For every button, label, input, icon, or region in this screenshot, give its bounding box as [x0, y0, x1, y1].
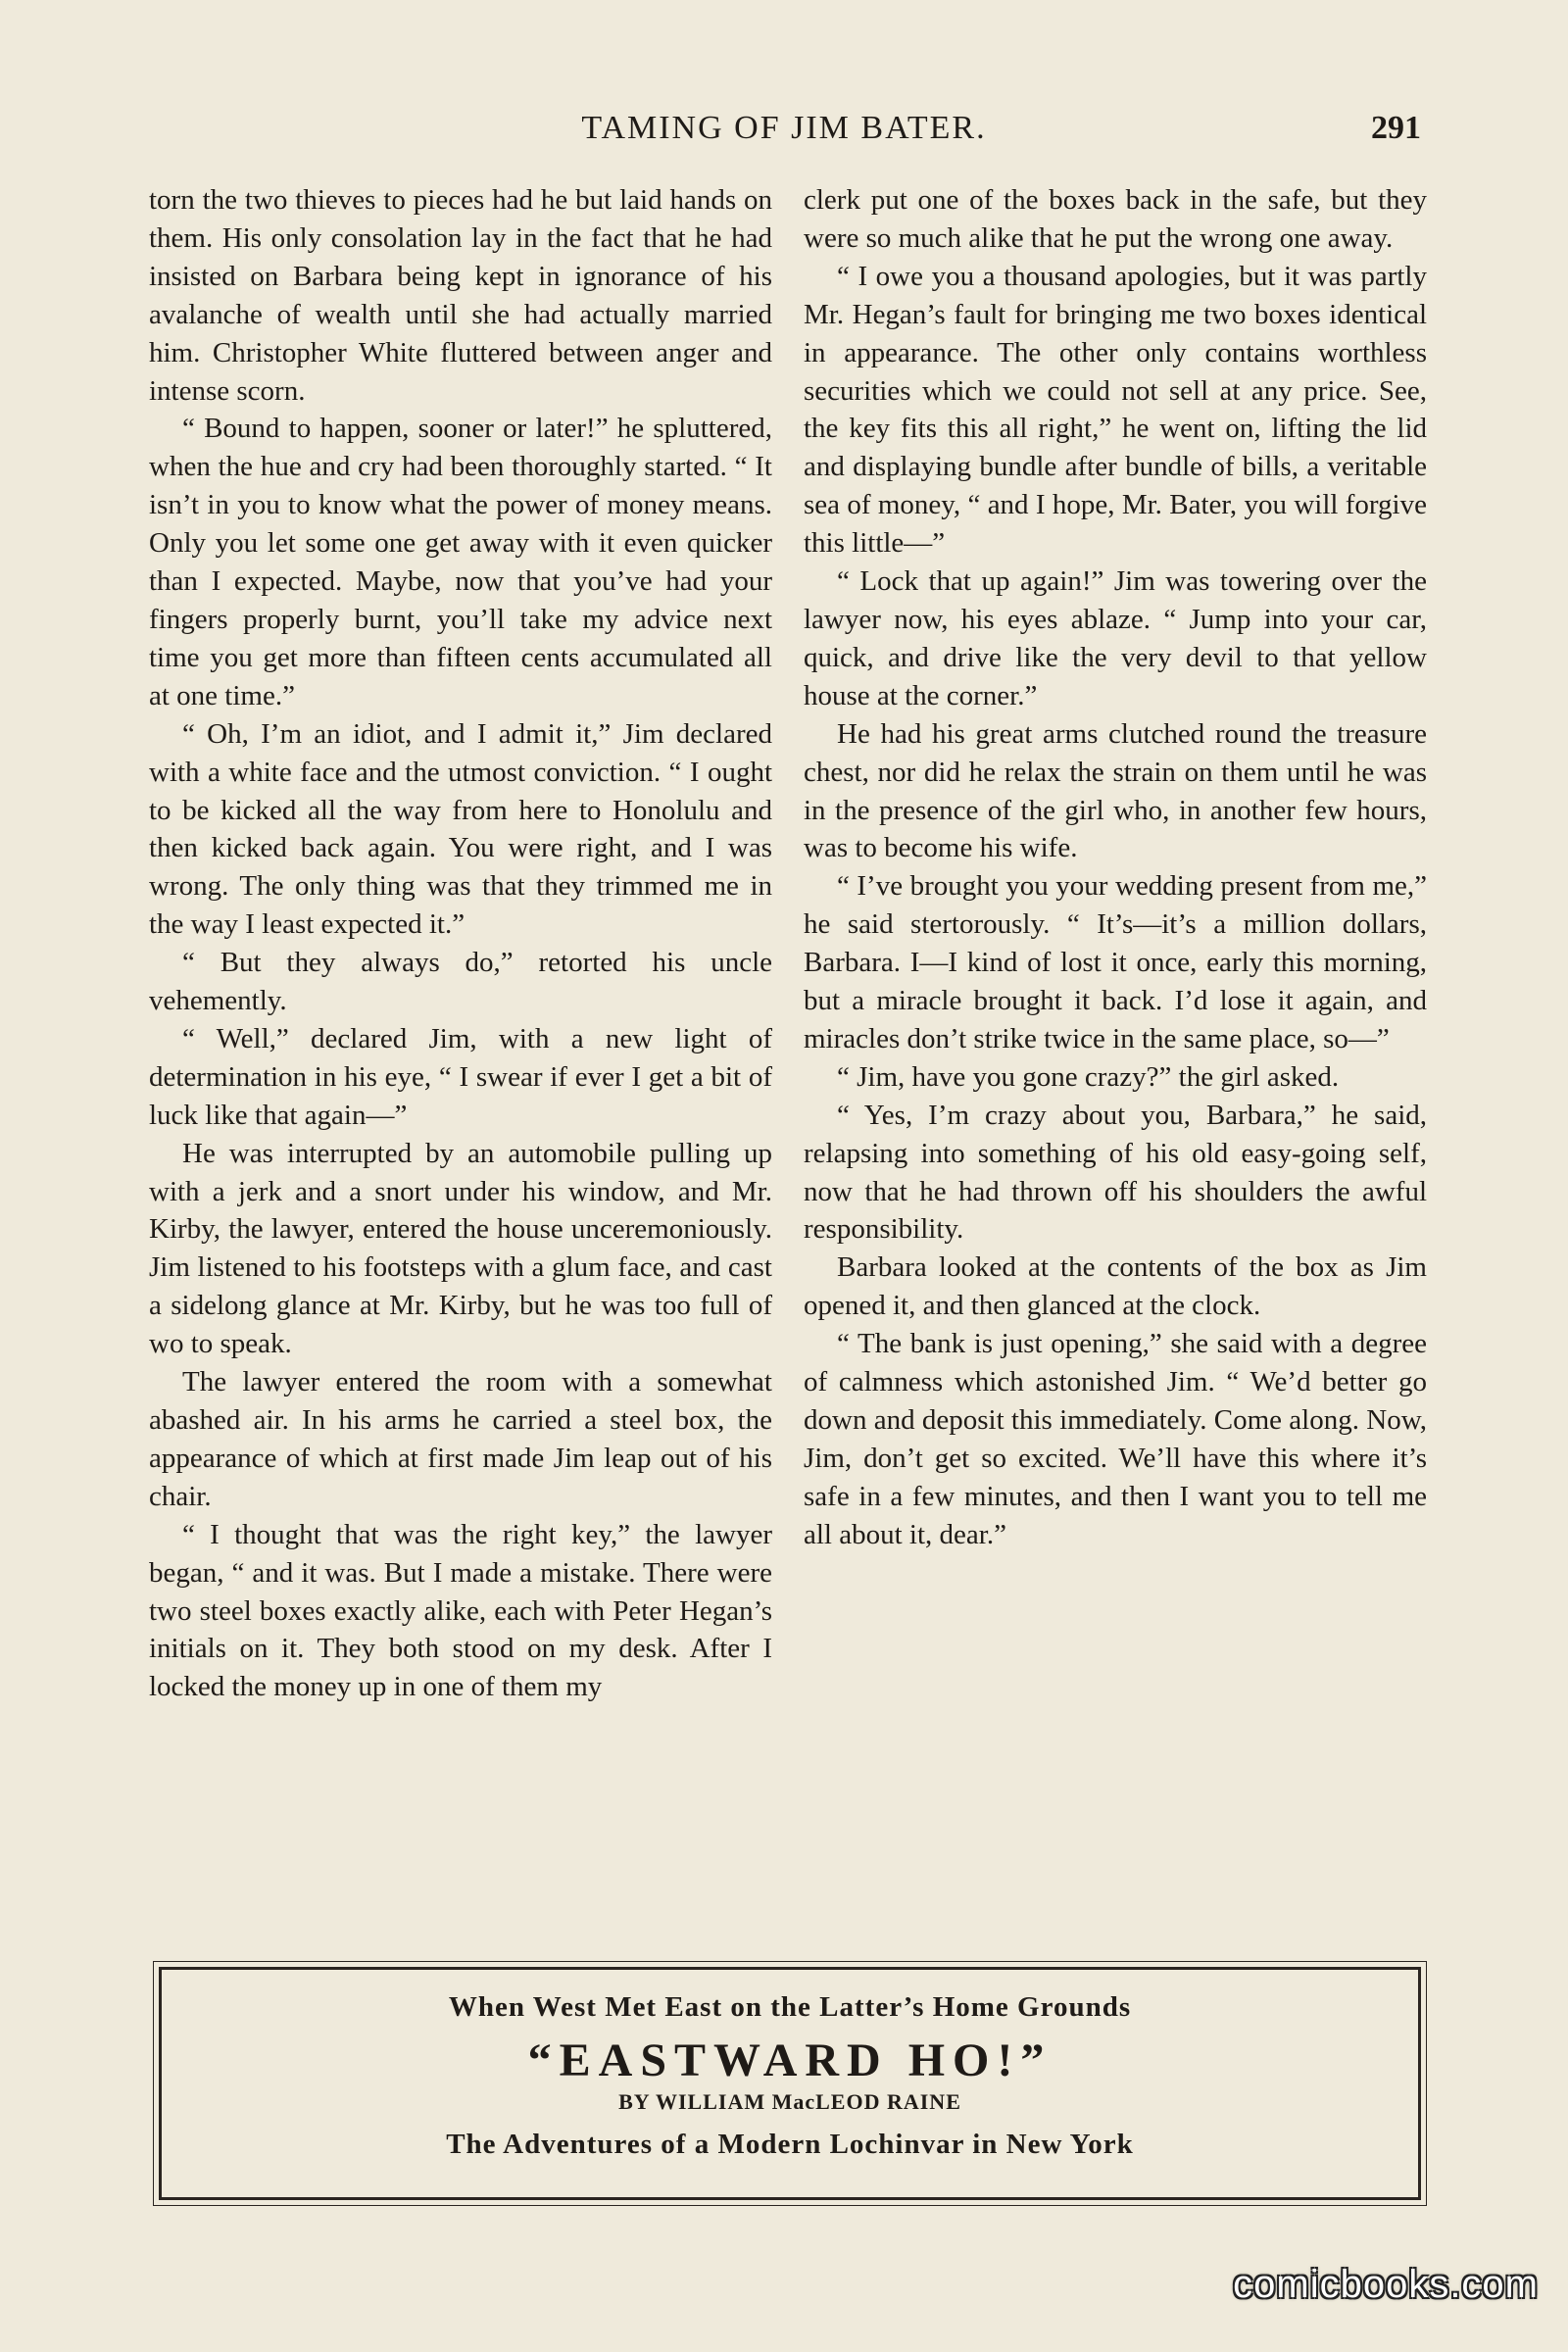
paragraph: “ Bound to happen, sooner or later!” he spluttered, when the hue and cry had been thoroughly started. “ It isn’t in you to know what the power of money means. Only you let some one get away with it even quicker than I expected. Maybe, now that you’ve had your fingers properly burnt, you’ll take my advice next time you get more than fifteen cents accumulated all at one time.”	[149, 413, 772, 711]
watermark: comicbooks.com	[1233, 2263, 1539, 2306]
paragraph: “ Oh, I’m an idiot, and I admit it,” Jim declared with a white face and the utmost conviction. “ I ought to be kicked all the way from here to Honolulu and then kicked back again. You were right, and I was wrong. The only thing was that they trimmed me in the way I least expected it.”	[149, 717, 772, 941]
paragraph: “ I thought that was the right key,” the lawyer began, “ and it was. But I made a mistake. There were two steel boxes exactly alike, each with Peter Hegan’s initials on it. They both stood on my desk. After I locked the money up in one of them my	[149, 1518, 772, 1703]
paragraph: “ Lock that up again!” Jim was towering over the lawyer now, his eyes ablaze. “ Jump into your car, quick, and drive like the very devil to that yellow house at the corner.”	[804, 565, 1427, 711]
paragraph: Barbara looked at the contents of the box as Jim opened it, and then glanced at the clock.	[804, 1251, 1427, 1322]
left-column	[149, 181, 772, 1706]
page-number: 291	[1371, 110, 1421, 146]
paragraph: “ The bank is just opening,” she said with a degree of calmness which astonished Jim. “ We’d better go down and deposit this immediately. Come along. Now, Jim, don’t get so excited. We’ll have this where it’s safe in a few minutes, and then I want you to tell me all about it, dear.”	[804, 1328, 1427, 1550]
ad-tagline: When West Met East on the Latter’s Home Grounds	[448, 1991, 1132, 2023]
paragraph: “ But they always do,” retorted his uncle vehemently.	[149, 947, 772, 1017]
paragraph: “ Yes, I’m crazy about you, Barbara,” he said, relapsing into something of his old easy-going self, now that he had thrown off his shoulders the awful responsibility.	[804, 1099, 1427, 1246]
paragraph: “ Well,” declared Jim, with a new light of determination in his eye, “ I swear if ever I get a bit of luck like that again—”	[149, 1022, 772, 1131]
paragraph: clerk put one of the boxes back in the safe, but they were so much alike that he put the wrong one away.	[804, 184, 1427, 254]
paragraph: The lawyer entered the room with a somewhat abashed air. In his arms he carried a steel box, the appearance of which at first made Jim leap out of his chair.	[149, 1366, 772, 1512]
paragraph: “ I owe you a thousand apologies, but it was partly Mr. Hegan’s fault for bringing me two boxes identical in appearance. The other only contains worthless securities which we could not sell at any price. See, the key fits this all right,” he went on, lifting the lid and displaying bundle after bundle of bills, a veritable sea of money, “ and I hope, Mr. Bater, you will forgive this little—”	[804, 260, 1427, 560]
paragraph: He had his great arms clutched round the treasure chest, nor did he relax the strain on them until he was in the presence of the girl who, in another few hours, was to become his wife.	[804, 717, 1427, 864]
paragraph: “ Jim, have you gone crazy?” the girl asked.	[837, 1060, 1340, 1093]
ad-title: “EASTWARD HO!”	[527, 2034, 1053, 2086]
ad-author: BY WILLIAM MacLEOD RAINE	[618, 2089, 961, 2114]
right-column	[804, 181, 1427, 1554]
running-title: TAMING OF JIM BATER.	[581, 110, 987, 146]
paragraph: He was interrupted by an automobile pulling up with a jerk and a snort under his window, and Mr. Kirby, the lawyer, entered the house unceremoniously. Jim listened to his footsteps with a glum face, and cast a sidelong glance at Mr. Kirby, but he was too full of wo to speak.	[149, 1137, 772, 1360]
paragraph: “ I’ve brought you your wedding present from me,” he said stertorously. “ It’s—it’s a million dollars, Barbara. I—I kind of lost it once, early this morning, but a miracle brought it back. I’d lose it again, and miracles don’t strike twice in the same place, so—”	[804, 870, 1427, 1054]
ad-subtitle: The Adventures of a Modern Lochinvar in New York	[446, 2129, 1134, 2160]
page-header	[147, 110, 1421, 161]
paragraph: torn the two thieves to pieces had he but laid hands on them. His only consolation lay in the fact that he had insisted on Barbara being kept in ignorance of his avalanche of wealth until she had actually married him. Christopher White fluttered between anger and intense scorn.	[149, 184, 772, 407]
advertisement-box	[159, 1967, 1421, 2200]
